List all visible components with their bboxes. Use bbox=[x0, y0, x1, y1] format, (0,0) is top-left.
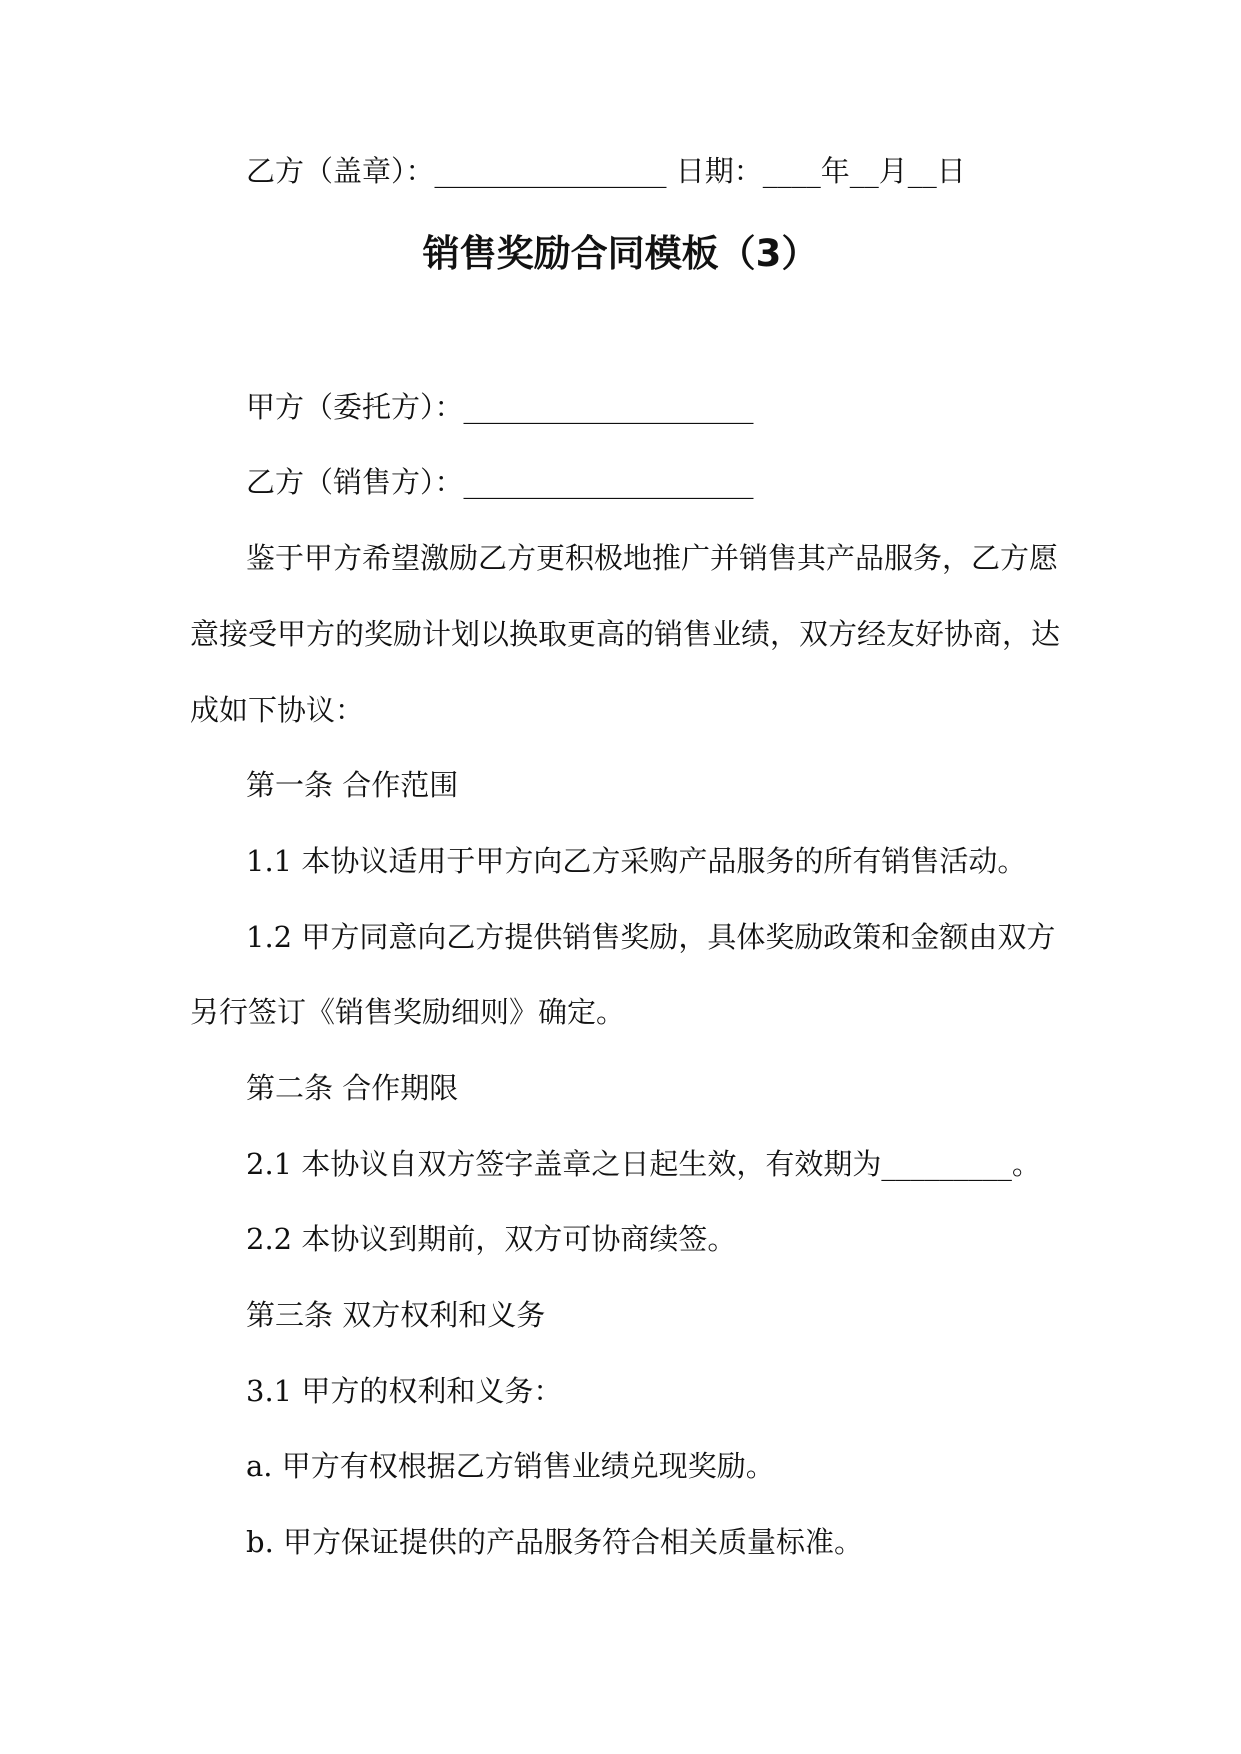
clause-3-1-item-a: a. 甲方有权根据乙方销售业绩兑现奖励。 bbox=[246, 1449, 775, 1483]
document-title: 销售奖励合同模板（3） bbox=[422, 232, 819, 275]
preamble-line-2: 意接受甲方的奖励计划以换取更高的销售业绩，双方经友好协商，达 bbox=[190, 617, 1061, 651]
clause-1-2-line-1: 1.2 甲方同意向乙方提供销售奖励，具体奖励政策和金额由双方 bbox=[246, 920, 1056, 954]
article-3-heading: 第三条 双方权利和义务 bbox=[246, 1298, 546, 1332]
clause-2-1: 2.1 本协议自双方签字盖章之日起生效，有效期为_________。 bbox=[246, 1147, 1041, 1181]
clause-2-2: 2.2 本协议到期前，双方可协商续签。 bbox=[246, 1222, 737, 1256]
party-a-line: 甲方（委托方）：____________________ bbox=[246, 390, 754, 424]
preamble-line-1: 鉴于甲方希望激励乙方更积极地推广并销售其产品服务，乙方愿 bbox=[246, 541, 1059, 575]
preamble-line-3: 成如下协议： bbox=[190, 693, 365, 727]
clause-1-1: 1.1 本协议适用于甲方向乙方采购产品服务的所有销售活动。 bbox=[246, 844, 1027, 878]
party-b-line: 乙方（销售方）：____________________ bbox=[246, 465, 754, 499]
clause-1-2-line-2: 另行签订《销售奖励细则》确定。 bbox=[190, 995, 626, 1029]
clause-3-1: 3.1 甲方的权利和义务： bbox=[246, 1374, 563, 1408]
article-1-heading: 第一条 合作范围 bbox=[246, 768, 459, 802]
clause-3-1-item-b: b. 甲方保证提供的产品服务符合相关质量标准。 bbox=[246, 1525, 864, 1559]
article-2-heading: 第二条 合作期限 bbox=[246, 1071, 459, 1105]
signature-line: 乙方（盖章）：________________ 日期：____年__月__日 bbox=[246, 154, 966, 188]
